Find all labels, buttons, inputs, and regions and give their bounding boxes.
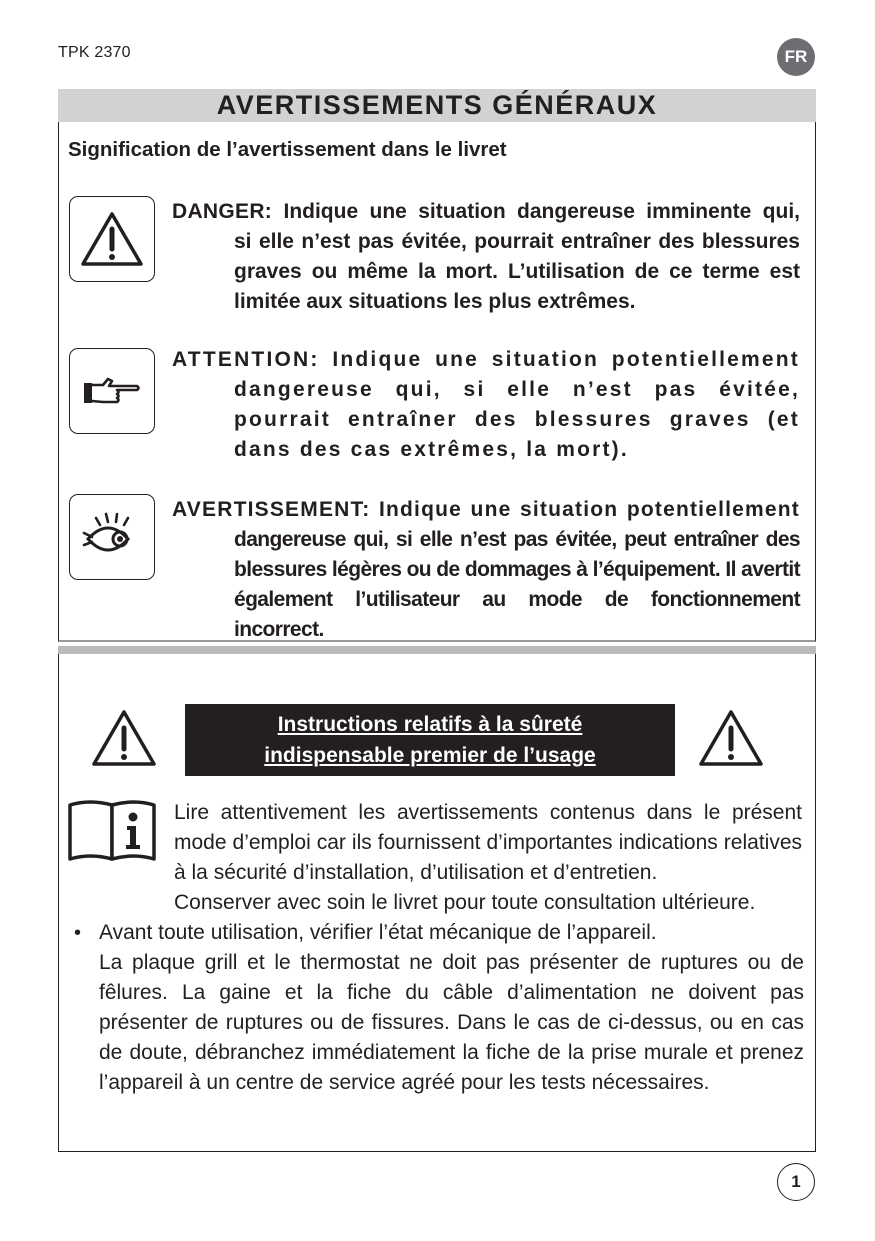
eye-icon bbox=[82, 509, 142, 565]
banner-line-1: Instructions relatifs à la sûreté bbox=[277, 713, 583, 736]
attention-warning bbox=[172, 345, 800, 465]
danger-label: DANGER: bbox=[172, 200, 273, 223]
section-subtitle: Signification de l’avertissement dans le livret bbox=[68, 138, 507, 161]
danger-warning bbox=[172, 197, 800, 317]
bullet-marker: • bbox=[74, 922, 82, 944]
warning-triangle-icon bbox=[79, 209, 145, 269]
info-paragraph-text: Lire attentivement les avertissements contenus dans le présent mode d’emploi car ils fournissent d’importantes indications relatives à la sécurité d’installation, d’utilisation et d’entretien. bbox=[174, 801, 802, 884]
info-paragraph-last: Conserver avec soin le livret pour toute consultation ultérieure. bbox=[174, 891, 756, 914]
attention-icon-box bbox=[69, 348, 155, 434]
model-number: TPK 2370 bbox=[58, 44, 131, 61]
banner-line-2: indispensable premier de l’usage bbox=[264, 744, 596, 767]
safety-instructions-banner bbox=[185, 704, 675, 776]
bullet-rest-text: La plaque grill et le thermostat ne doit pas présenter de ruptures ou de fêlures. La gaine et la fiche du câble d’alimentation ne doivent pas présenter de ruptures ou de fissures. Dans le cas de ci-dessus, ou en cas de doute, débranchez immédiatement la fiche de la prise murale et prenez l’appareil à un centre de service agréé pour les tests nécessaires. bbox=[99, 951, 804, 1094]
info-paragraph bbox=[174, 798, 802, 918]
avertissement-text-first: Indique une situation potentiellement bbox=[378, 498, 800, 521]
bullet-item bbox=[99, 918, 804, 1098]
bullet-first-line: Avant toute utilisation, vérifier l’état mécanique de l’appareil. bbox=[99, 921, 657, 944]
danger-text-first: Indique une situation dangereuse imminente qui, bbox=[283, 200, 801, 223]
page-title: AVERTISSEMENTS GÉNÉRAUX bbox=[216, 90, 658, 120]
avertissement-text-rest: dangereuse qui, si elle n’est pas évitée, peut entraîner des blessures légères ou de dommages à l’équipement. Il avertit également l’utilisateur au mode de fonctionnement incorrect. bbox=[234, 528, 800, 641]
section-title-bar bbox=[58, 89, 816, 122]
danger-icon-box bbox=[69, 196, 155, 282]
avertissement-label: AVERTISSEMENT: bbox=[172, 498, 371, 521]
avertissement-warning bbox=[172, 495, 800, 645]
pointing-hand-icon bbox=[81, 371, 143, 411]
danger-text-rest: si elle n’est pas évitée, pourrait entraîner des blessures graves ou même la mort. L’utilisation de ce terme est limitée aux situations les plus extrêmes. bbox=[234, 230, 800, 313]
attention-text-first: Indique une situation potentiellement bbox=[332, 348, 800, 371]
section-divider bbox=[58, 646, 816, 654]
warning-triangle-icon bbox=[90, 707, 158, 769]
avertissement-icon-box bbox=[69, 494, 155, 580]
attention-text-rest: dangereuse qui, si elle n’est pas évitée, pourrait entraîner des blessures graves (et dans des cas extrêmes, la mort). bbox=[234, 378, 800, 461]
page-number: 1 bbox=[777, 1163, 815, 1201]
read-manual-info-icon bbox=[66, 797, 158, 863]
language-badge: FR bbox=[777, 38, 815, 76]
attention-label: ATTENTION: bbox=[172, 348, 320, 371]
warning-triangle-icon bbox=[697, 707, 765, 769]
